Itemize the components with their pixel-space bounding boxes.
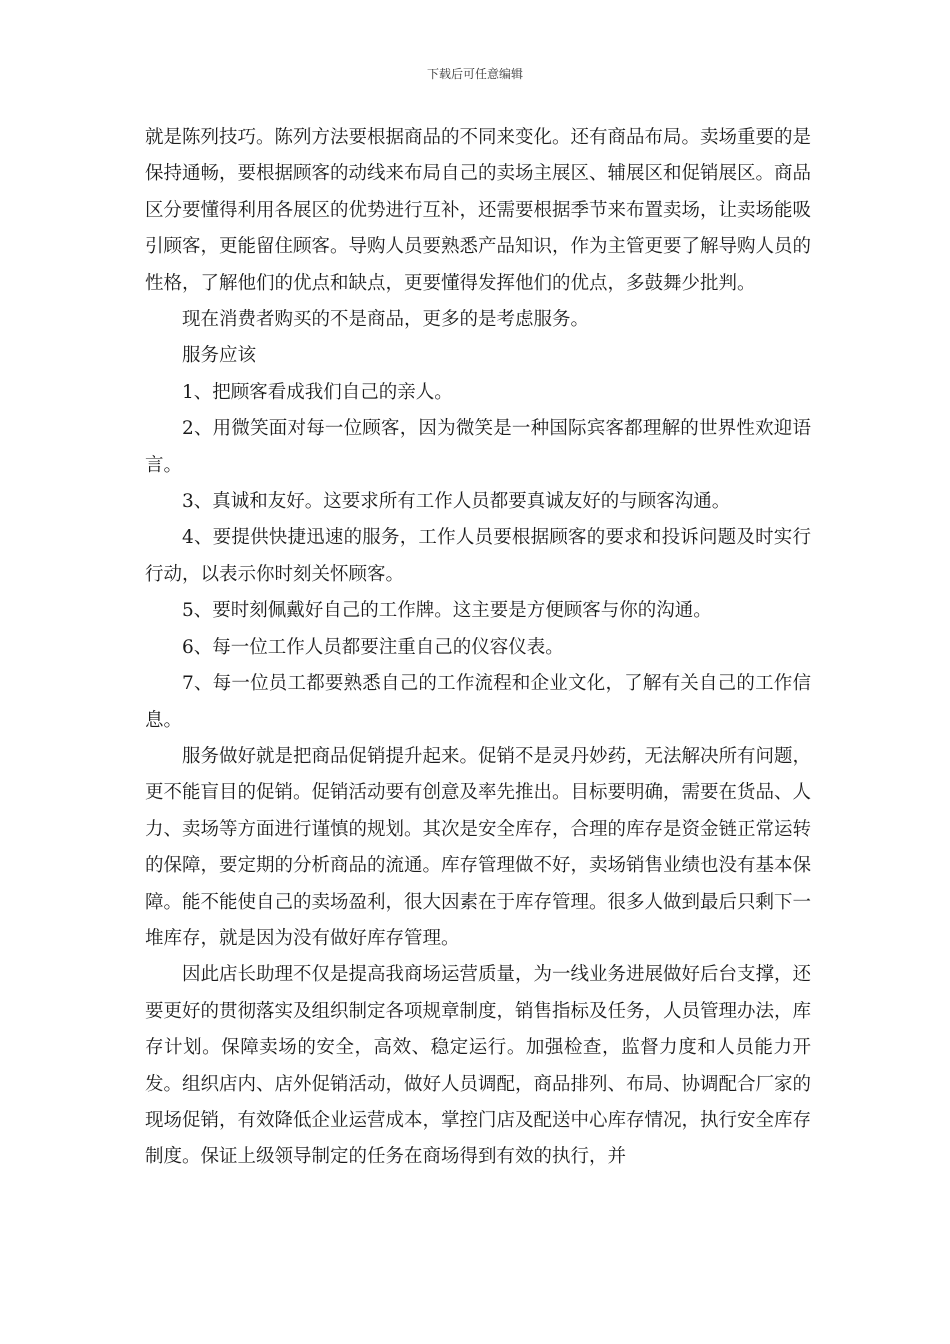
list-item-6: 6、每一位工作人员都要注重自己的仪容仪表。	[182, 636, 564, 658]
paragraph-assistant-manager: 因此店长助理不仅是提高我商场运营质量，为一线业务进展做好后台支撑，还要更好的贯彻落实及组织制定各项规章制度，销售指标及任务，人员管理办法，库存计划。保障卖场的安全，高效、稳定运行。加强检查，监督力度和人员能力开发。组织店内、店外促销活动，做好人员调配，商品排列、布局、协调配合厂家的现场促销，有效降低企业运营成本，掌控门店及配送中心库存情况，执行安全库存制度。保证上级领导制定的任务在商场得到有效的执行，并	[145, 964, 812, 1168]
list-item-5: 5、要时刻佩戴好自己的工作牌。这主要是方便顾客与你的沟通。	[182, 600, 712, 622]
paragraph-service-intro: 现在消费者购买的不是商品，更多的是考虑服务。	[182, 309, 590, 331]
paragraph-service-heading: 服务应该	[182, 345, 257, 367]
list-item-4: 4、要提供快捷迅速的服务，工作人员要根据顾客的要求和投诉问题及时实行行动，以表示你时刻关怀顾客。	[145, 527, 811, 585]
document-body	[145, 120, 811, 1176]
page-header: 下载后可任意编辑	[426, 67, 523, 81]
list-item-1: 1、把顾客看成我们自己的亲人。	[182, 381, 453, 403]
list-item-2: 2、用微笑面对每一位顾客，因为微笑是一种国际宾客都理解的世界性欢迎语言。	[145, 418, 811, 476]
list-item-3: 3、真诚和友好。这要求所有工作人员都要真诚友好的与顾客沟通。	[182, 491, 731, 513]
paragraph-display-layout: 就是陈列技巧。陈列方法要根据商品的不同来变化。还有商品布局。卖场重要的是保持通畅，要根据顾客的动线来布局自己的卖场主展区、辅展区和促销展区。商品区分要懂得利用各展区的优势进行互补，还需要根据季节来布置卖场，让卖场能吸引顾客，更能留住顾客。导购人员要熟悉产品知识，作为主管更要了解导购人员的性格，了解他们的优点和缺点，更要懂得发挥他们的优点，多鼓舞少批判。	[145, 127, 812, 294]
paragraph-promotion-inventory: 服务做好就是把商品促销提升起来。促销不是灵丹妙药，无法解决所有问题，更不能盲目的促销。促销活动要有创意及率先推出。目标要明确，需要在货品、人力、卖场等方面进行谨慎的规划。其次是安全库存，合理的库存是资金链正常运转的保障，要定期的分析商品的流通。库存管理做不好，卖场销售业绩也没有基本保障。能不能使自己的卖场盈利，很大因素在于库存管理。很多人做到最后只剩下一堆库存，就是因为没有做好库存管理。	[145, 745, 812, 949]
list-item-7: 7、每一位员工都要熟悉自己的工作流程和企业文化，了解有关自己的工作信息。	[145, 673, 811, 731]
